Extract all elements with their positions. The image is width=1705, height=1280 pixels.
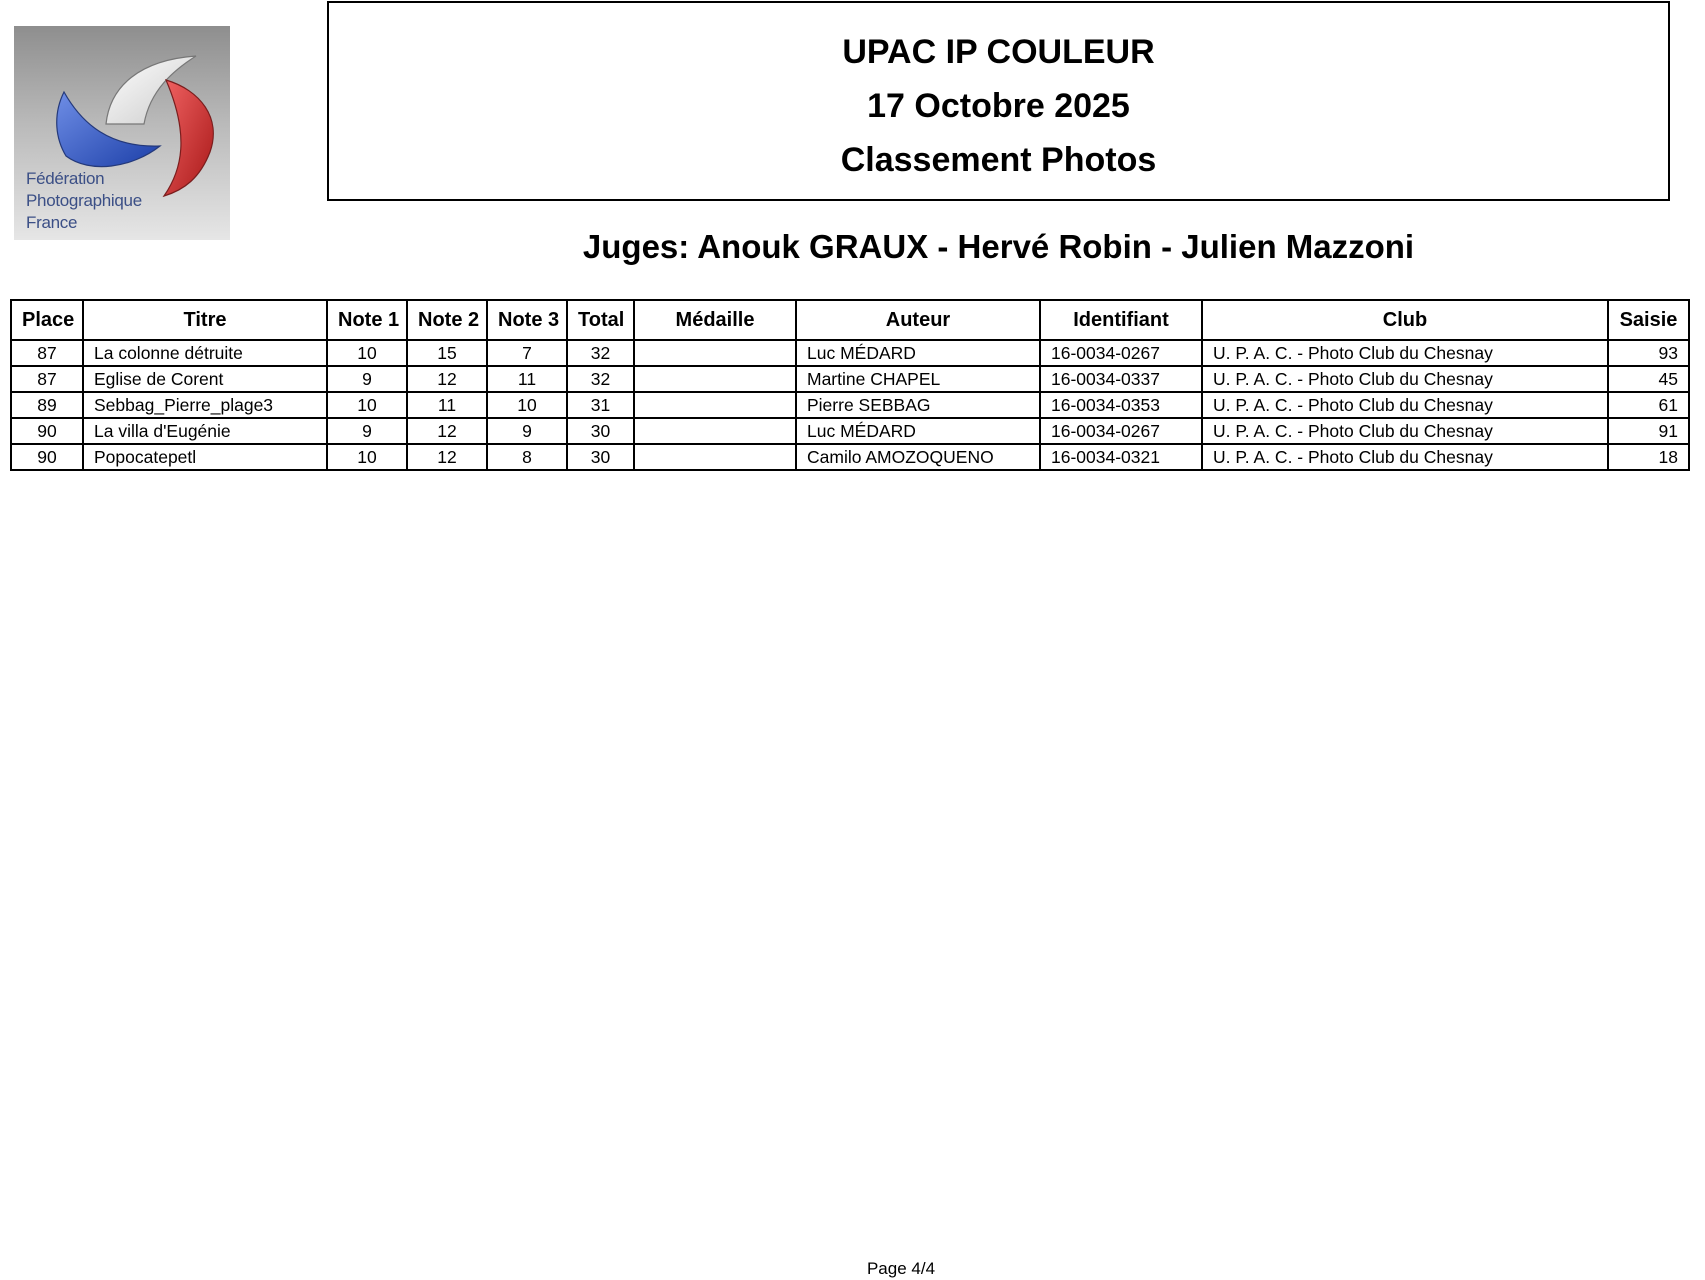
cell-auteur: Camilo AMOZOQUENO (796, 444, 1040, 470)
cell-saisie: 45 (1608, 366, 1689, 392)
table-row (11, 418, 1689, 444)
cell-note1: 10 (327, 392, 407, 418)
column-header-saisie: Saisie (1608, 300, 1689, 340)
cell-club: U. P. A. C. - Photo Club du Chesnay (1202, 392, 1608, 418)
cell-auteur: Luc MÉDARD (796, 418, 1040, 444)
cell-note1: 10 (327, 340, 407, 366)
cell-identifiant: 16-0034-0337 (1040, 366, 1202, 392)
cell-place: 89 (11, 392, 83, 418)
cell-note3: 7 (487, 340, 567, 366)
judges-line: Juges: Anouk GRAUX - Hervé Robin - Julien Mazzoni (582, 228, 1415, 265)
cell-identifiant: 16-0034-0321 (1040, 444, 1202, 470)
column-header-note1: Note 1 (327, 300, 407, 340)
federation-logo (14, 26, 230, 240)
column-header-auteur: Auteur (796, 300, 1040, 340)
logo-line: Photographique (26, 191, 142, 210)
cell-titre: La colonne détruite (83, 340, 327, 366)
cell-total: 30 (567, 444, 634, 470)
cell-saisie: 61 (1608, 392, 1689, 418)
competition-title: UPAC IP COULEUR (842, 33, 1155, 71)
cell-club: U. P. A. C. - Photo Club du Chesnay (1202, 444, 1608, 470)
document-header (327, 1, 1670, 201)
cell-medaille (634, 444, 796, 470)
column-header-total: Total (567, 300, 634, 340)
column-header-identifiant: Identifiant (1040, 300, 1202, 340)
cell-titre: Popocatepetl (83, 444, 327, 470)
cell-note2: 12 (407, 418, 487, 444)
document-subtitle: Classement Photos (840, 141, 1157, 179)
table-header-row (11, 300, 1689, 340)
page-number: Page 4/4 (866, 1259, 936, 1278)
column-header-titre: Titre (83, 300, 327, 340)
cell-saisie: 93 (1608, 340, 1689, 366)
cell-medaille (634, 418, 796, 444)
cell-medaille (634, 366, 796, 392)
cell-note3: 11 (487, 366, 567, 392)
cell-note3: 10 (487, 392, 567, 418)
cell-note3: 8 (487, 444, 567, 470)
cell-titre: Sebbag_Pierre_plage3 (83, 392, 327, 418)
cell-total: 32 (567, 340, 634, 366)
table-row (11, 340, 1689, 366)
table-row (11, 392, 1689, 418)
column-header-place: Place (11, 300, 83, 340)
cell-identifiant: 16-0034-0353 (1040, 392, 1202, 418)
results-table (10, 299, 1690, 471)
logo-text (26, 168, 142, 234)
logo-line: Fédération (26, 169, 105, 188)
cell-titre: La villa d'Eugénie (83, 418, 327, 444)
cell-place: 87 (11, 366, 83, 392)
cell-identifiant: 16-0034-0267 (1040, 418, 1202, 444)
column-header-note2: Note 2 (407, 300, 487, 340)
cell-note1: 9 (327, 366, 407, 392)
column-header-note3: Note 3 (487, 300, 567, 340)
cell-place: 90 (11, 418, 83, 444)
competition-date: 17 Octobre 2025 (867, 87, 1130, 125)
cell-note3: 9 (487, 418, 567, 444)
cell-note2: 12 (407, 444, 487, 470)
cell-club: U. P. A. C. - Photo Club du Chesnay (1202, 340, 1608, 366)
table-row (11, 444, 1689, 470)
cell-note2: 11 (407, 392, 487, 418)
cell-place: 90 (11, 444, 83, 470)
cell-titre: Eglise de Corent (83, 366, 327, 392)
column-header-club: Club (1202, 300, 1608, 340)
cell-note2: 15 (407, 340, 487, 366)
cell-place: 87 (11, 340, 83, 366)
cell-auteur: Pierre SEBBAG (796, 392, 1040, 418)
column-header-medaille: Médaille (634, 300, 796, 340)
cell-total: 30 (567, 418, 634, 444)
cell-saisie: 18 (1608, 444, 1689, 470)
cell-note2: 12 (407, 366, 487, 392)
logo-line: France (26, 213, 78, 232)
table-row (11, 366, 1689, 392)
cell-note1: 10 (327, 444, 407, 470)
cell-total: 32 (567, 366, 634, 392)
cell-total: 31 (567, 392, 634, 418)
cell-medaille (634, 340, 796, 366)
cell-saisie: 91 (1608, 418, 1689, 444)
cell-club: U. P. A. C. - Photo Club du Chesnay (1202, 366, 1608, 392)
cell-auteur: Martine CHAPEL (796, 366, 1040, 392)
cell-identifiant: 16-0034-0267 (1040, 340, 1202, 366)
cell-club: U. P. A. C. - Photo Club du Chesnay (1202, 418, 1608, 444)
cell-auteur: Luc MÉDARD (796, 340, 1040, 366)
cell-note1: 9 (327, 418, 407, 444)
cell-medaille (634, 392, 796, 418)
